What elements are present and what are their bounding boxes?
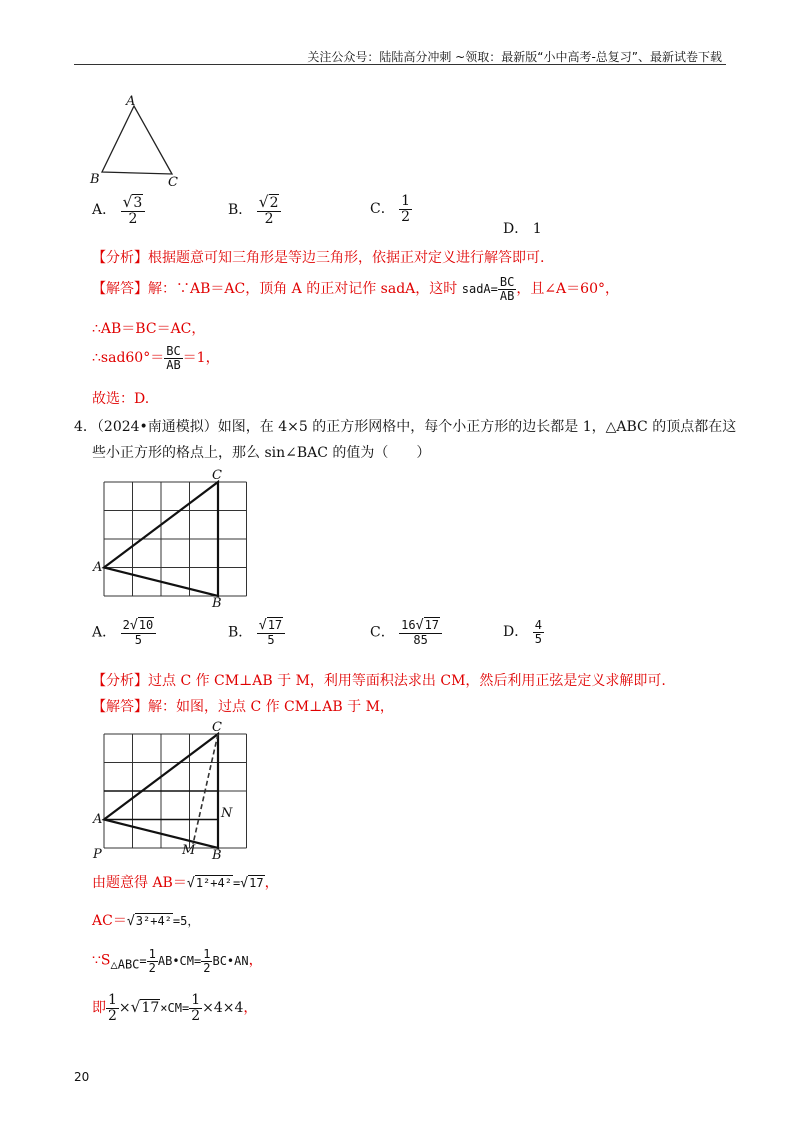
figure-grid-abc-cm <box>92 722 262 862</box>
q4-stem-line2: 些小正方形的格点上，那么 sin∠BAC 的值为（ ） <box>92 445 431 461</box>
fig2-label-a: A <box>93 560 103 575</box>
q4-option-a-value: $\frac{2√10}{5}$ <box>121 619 157 646</box>
q3-option-d-label: D． <box>503 221 529 237</box>
q4-option-c-label: C． <box>370 624 395 641</box>
q4-option-a-label: A． <box>92 624 117 641</box>
page-header: 关注公众号：陆陆高分冲刺 ~领取：最新版“小中高考-总复习”、最新试卷下载 <box>307 50 722 64</box>
solution-tag: 【解答】 <box>92 699 148 715</box>
q4-solution <box>92 696 394 716</box>
q3-solution-line3: ∴sad60°＝ $\frac{BC}{AB}$ ＝1， <box>92 344 220 372</box>
q3-analysis <box>92 247 544 267</box>
q4-option-c-value: $\frac{16√17}{85}$ <box>399 619 442 646</box>
fig3-label-p: P <box>93 847 102 862</box>
page-number: 20 <box>74 1070 90 1084</box>
q4-option-d-label: D． <box>503 624 529 641</box>
q3-option-b-value: $\frac{√2}{2}$ <box>257 194 282 226</box>
triangle-abc-shape <box>102 106 172 174</box>
solution-text: 解：如图，过点 C 作 CM⊥AB 于 M， <box>148 699 394 715</box>
q3-option-d-value: 1 <box>532 221 542 237</box>
q3-option-d[interactable] <box>503 218 542 238</box>
q4-option-c[interactable] <box>370 619 442 646</box>
q3-solution-line1: 【解答】解：∵AB＝AC，顶角 A 的正对记作 sadA，这时 sadA= $\frac{BC}{AB}$ ，且∠A＝60°， <box>92 275 619 303</box>
q4-option-d-value: $\frac{4}{5}$ <box>534 618 542 646</box>
solution-tag: 【解答】 <box>92 281 148 298</box>
q3-option-c-value: $\frac{1}{2}$ <box>401 193 411 225</box>
q3-option-a-value: $\frac{√3}{2}$ <box>121 194 146 226</box>
q3-option-b-label: B． <box>228 202 253 219</box>
q3-option-c-label: C． <box>370 201 395 218</box>
q3-option-b[interactable] <box>228 194 281 226</box>
q3-solution-line2: ∴AB＝BC＝AC， <box>92 321 206 337</box>
analysis-text: 过点 C 作 CM⊥AB 于 M，利用等面积法求出 CM，然后利用正弦是定义求解即可. <box>148 673 666 689</box>
q3-option-a-label: A． <box>92 202 117 219</box>
header-rule <box>74 64 726 65</box>
q4-number: 4． <box>74 419 97 435</box>
fig3-label-c: C <box>212 720 222 735</box>
q4-option-d[interactable] <box>503 619 544 645</box>
calc-line4: 即 $\frac{1}{2}$ ×√17×CM= $\frac{1}{2}$ ×4×4， <box>92 992 258 1024</box>
fig2-label-b: B <box>212 596 222 611</box>
q4-option-b-label: B． <box>228 624 253 641</box>
calc-line3: $\because S_{\triangle ABC}=$ $\frac{1}{2}$ AB•CM= $\frac{1}{2}$ BC•AN， <box>92 947 263 975</box>
fig1-label-a: A <box>126 94 136 109</box>
figure-grid-abc <box>92 470 262 610</box>
q4-analysis <box>92 670 666 690</box>
q4-stem-line1: 4．（2024•南通模拟）如图，在 4×5 的正方形网格中，每个小正方形的边长都是 1，△ABC 的顶点都在这 <box>74 419 737 435</box>
analysis-tag: 【分析】 <box>92 673 148 689</box>
fig3-label-n: N <box>221 806 233 821</box>
q3-option-a[interactable] <box>92 194 145 226</box>
fig3-label-m: M <box>182 843 196 858</box>
q3-option-c[interactable] <box>370 194 412 224</box>
analysis-tag: 【分析】 <box>92 250 148 266</box>
fig3-label-a: A <box>93 812 103 827</box>
q3-solution-line4: 故选：D. <box>92 391 150 407</box>
fig2-label-c: C <box>212 468 222 483</box>
fig3-label-b: B <box>212 848 222 863</box>
analysis-text: 根据题意可知三角形是等边三角形，依据正对定义进行解答即可. <box>148 250 545 266</box>
q4-option-a[interactable] <box>92 619 156 646</box>
calc-line2: AC＝√3²+4²=5， <box>92 913 200 929</box>
fig1-label-c: C <box>168 175 178 190</box>
calc-line1: 由题意得 AB＝√1²+4²=√17， <box>92 875 279 891</box>
q4-option-b-value: $\frac{√17}{5}$ <box>257 619 285 646</box>
q4-option-b[interactable] <box>228 619 285 646</box>
fig1-label-b: B <box>90 172 100 187</box>
